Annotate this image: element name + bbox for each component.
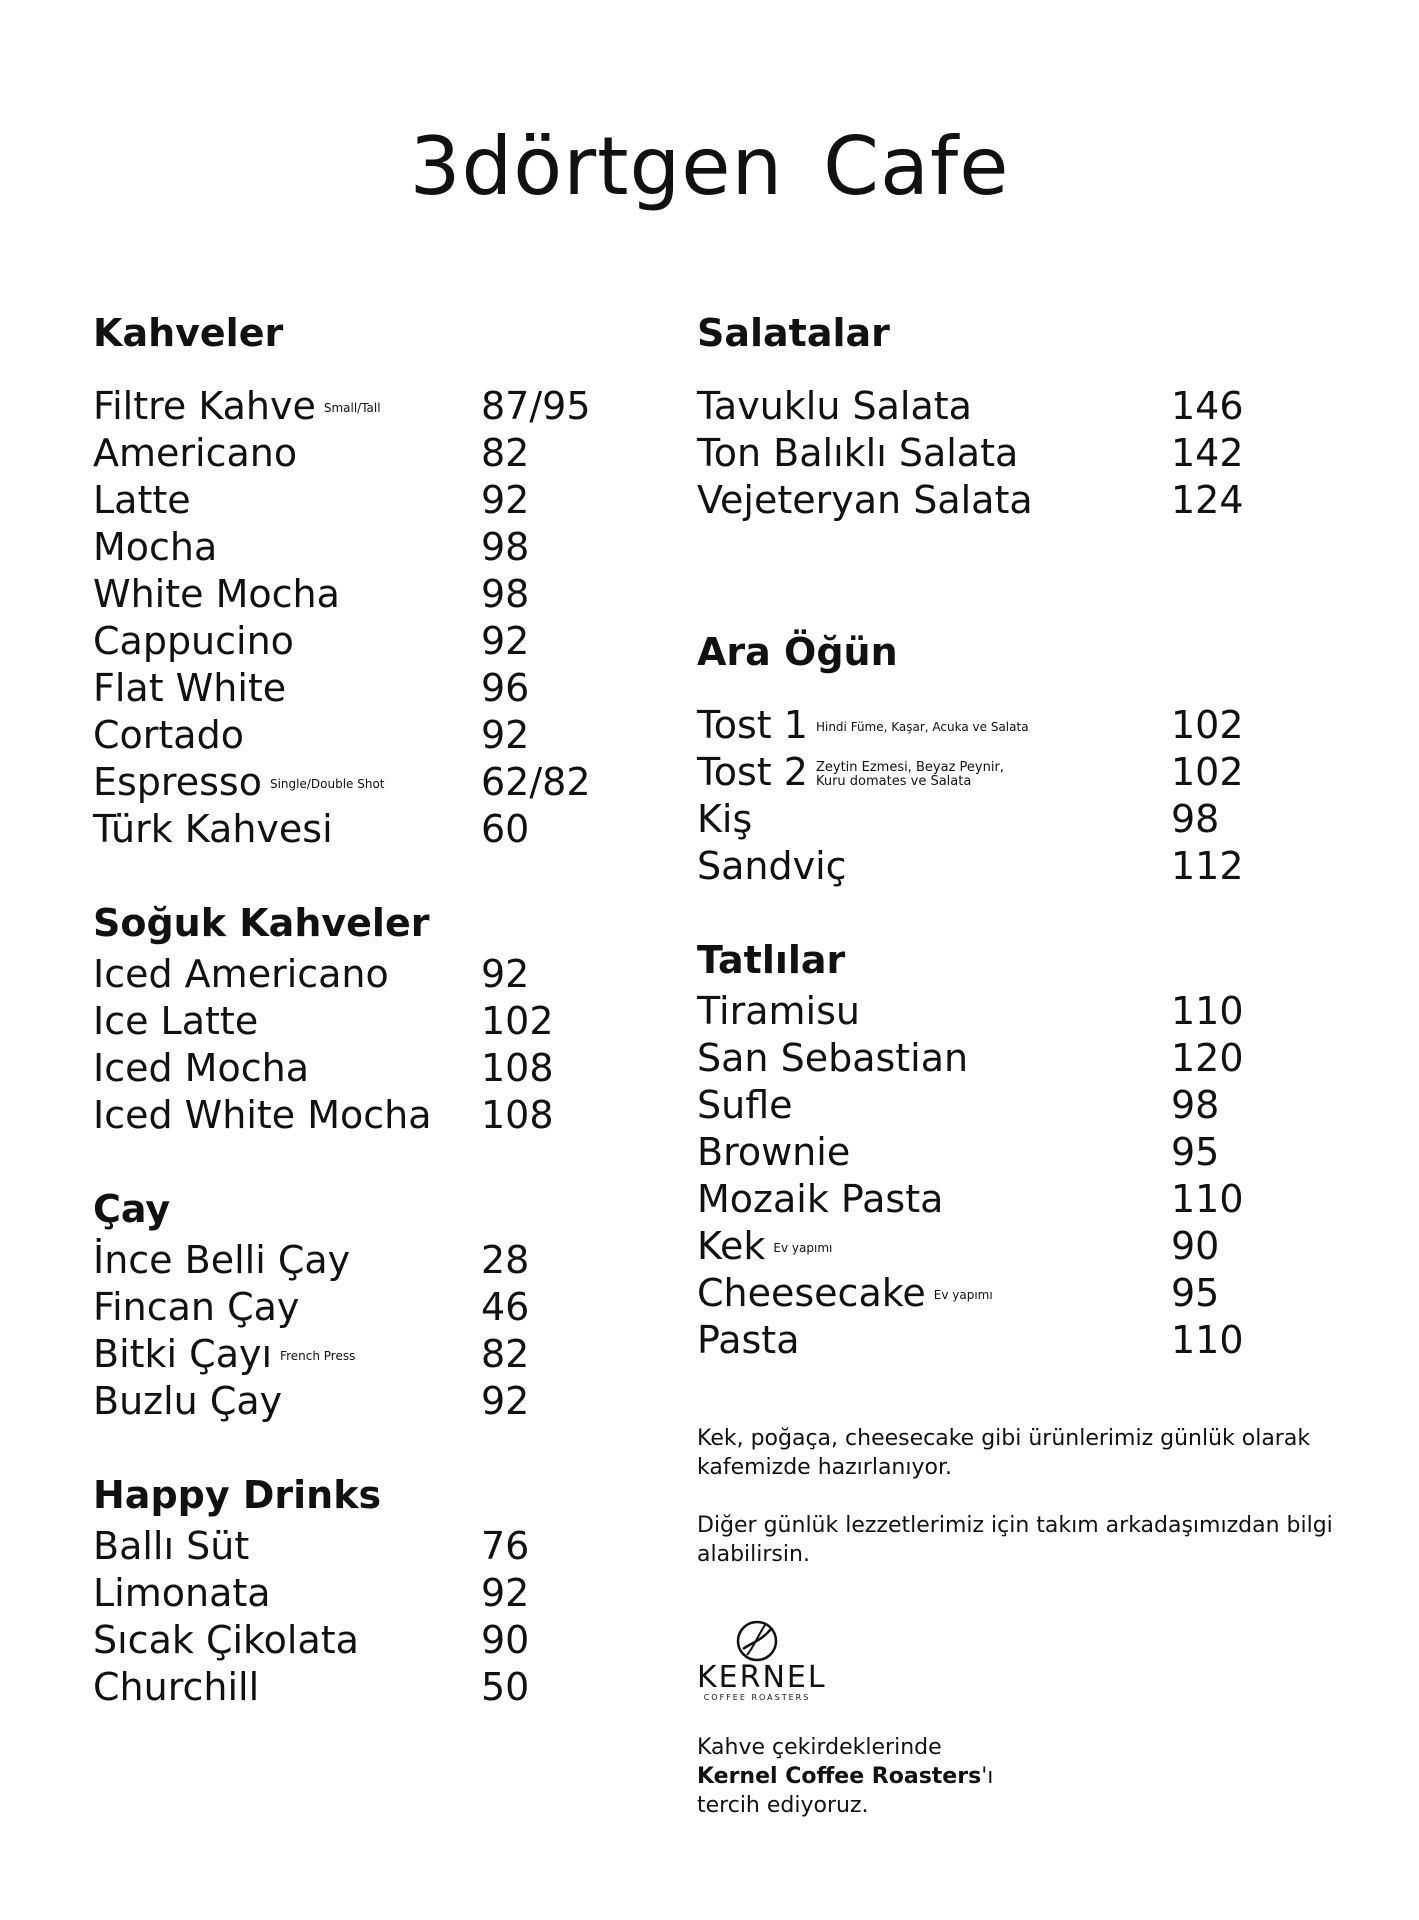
menu-item-name: Sufle (697, 1083, 793, 1127)
menu-item-price: 92 (481, 478, 530, 522)
menu-item-note-line1: Zeytin Ezmesi, Beyaz Peynir, (815, 759, 1004, 775)
menu-item (93, 1664, 653, 1711)
menu-item (93, 1378, 653, 1425)
menu-item-name: İnce Belli Çay (93, 1238, 351, 1282)
menu-item (93, 571, 653, 618)
footer-suffix: 'ı (981, 1764, 994, 1789)
menu-item-name: Cappucino (93, 619, 294, 663)
menu-item-note: Single/Double Shot (269, 777, 385, 791)
section-title-happy-drinks: Happy Drinks (93, 1473, 382, 1517)
menu-list-soguk-kahveler (93, 951, 653, 1139)
section-title-ara-ogun: Ara Öğün (697, 630, 898, 674)
menu-item-price: 92 (481, 713, 530, 757)
menu-item-name: Kiş (697, 797, 753, 841)
menu-item-name: Cortado (93, 713, 244, 757)
menu-item (93, 998, 653, 1045)
menu-item-price: 110 (1171, 989, 1244, 1033)
menu-item-note: Small/Tall (323, 401, 381, 415)
menu-item-price: 120 (1171, 1036, 1244, 1080)
menu-item-note (816, 761, 1004, 789)
menu-item (93, 618, 653, 665)
menu-item (93, 1284, 653, 1331)
info-text-daily: Kek, poğaça, cheesecake gibi ürünlerimiz günlük olarak kafemizde hazırlanıyor. (697, 1426, 1311, 1480)
menu-item (93, 1237, 653, 1284)
menu-item-price: 98 (481, 572, 530, 616)
menu-item (93, 1617, 653, 1664)
menu-list-salatalar (697, 383, 1397, 524)
menu-item-name: Mocha (93, 525, 218, 569)
menu-item-note: Hindi Füme, Kaşar, Acuka ve Salata (815, 720, 1029, 734)
menu-item-name: Fincan Çay (93, 1285, 300, 1329)
menu-item-price: 112 (1171, 844, 1244, 888)
menu-item (697, 1223, 1397, 1270)
menu-item-name: Tavuklu Salata (697, 384, 972, 428)
menu-item-name: Türk Kahvesi (93, 807, 333, 851)
menu-item-name: Americano (93, 431, 298, 475)
menu-item (93, 1092, 653, 1139)
menu-item-price: 90 (481, 1618, 530, 1662)
menu-item-price: 108 (481, 1093, 554, 1137)
menu-item-price: 110 (1171, 1177, 1244, 1221)
info-text-ask-team: Diğer günlük lezzetlerimiz için takım arkadaşımızdan bilgi alabilirsin. (697, 1513, 1333, 1567)
section-title-kahveler: Kahveler (93, 311, 284, 355)
menu-item-name: Limonata (93, 1571, 271, 1615)
menu-item (93, 759, 653, 806)
menu-item-name: Mozaik Pasta (697, 1177, 944, 1221)
menu-item-note: Ev yapımı (933, 1288, 993, 1302)
menu-item-note: French Press (280, 1349, 356, 1363)
menu-item-name: Espresso (93, 760, 262, 804)
right-column (697, 305, 1397, 1820)
menu-item-price: 50 (481, 1665, 530, 1709)
menu-item-name: Filtre Kahve (93, 384, 316, 428)
menu-item (93, 1045, 653, 1092)
menu-item-price: 82 (481, 1332, 530, 1376)
menu-item-name: Pasta (697, 1318, 800, 1362)
section-title-salatalar: Salatalar (697, 311, 890, 355)
menu-item-name: Latte (93, 478, 191, 522)
menu-item-price: 110 (1171, 1318, 1244, 1362)
menu-item (93, 1570, 653, 1617)
footer-line1: Kahve çekirdeklerinde (697, 1735, 942, 1760)
coffee-bean-icon (735, 1619, 779, 1663)
menu-item-name: Vejeteryan Salata (697, 478, 1033, 522)
kernel-logo-name: KERNEL (697, 1660, 827, 1695)
menu-item-note: Ev yapımı (773, 1241, 833, 1255)
menu-item-price: 146 (1171, 384, 1244, 428)
menu-list-tatlilar (697, 988, 1397, 1364)
menu-item-price: 92 (481, 619, 530, 663)
menu-item-name: Buzlu Çay (93, 1379, 283, 1423)
menu-item (93, 1331, 653, 1378)
menu-item (93, 477, 653, 524)
menu-item-name: Sıcak Çikolata (93, 1618, 359, 1662)
menu-item (697, 1082, 1397, 1129)
menu-item-name: Cheesecake (697, 1271, 926, 1315)
menu-item-price: 98 (1171, 797, 1220, 841)
menu-item (697, 843, 1397, 890)
kernel-logo-sub: COFFEE ROASTERS (703, 1693, 811, 1702)
menu-item-price: 28 (481, 1238, 530, 1282)
kernel-logo (697, 1619, 827, 1703)
menu-list-kahveler (93, 383, 653, 853)
menu-item-name: Bitki Çayı (93, 1332, 273, 1376)
menu-item-price: 92 (481, 952, 530, 996)
menu-item (697, 749, 1397, 796)
menu-item (697, 383, 1397, 430)
menu-item (93, 430, 653, 477)
menu-item-price: 62/82 (481, 760, 591, 804)
brand-logo (410, 120, 1010, 213)
menu-item-name: Iced White Mocha (93, 1093, 432, 1137)
menu-item-name: Tiramisu (697, 989, 860, 1033)
menu-item (697, 477, 1397, 524)
menu-item-price: 46 (481, 1285, 530, 1329)
menu-item-name: Sandviç (697, 844, 847, 888)
menu-item (93, 1523, 653, 1570)
menu-item-price: 102 (1171, 750, 1244, 794)
menu-item-price: 102 (1171, 703, 1244, 747)
menu-item-price: 60 (481, 807, 530, 851)
menu-item-name: Churchill (93, 1665, 260, 1709)
menu-item-price: 108 (481, 1046, 554, 1090)
menu-item-price: 76 (481, 1524, 530, 1568)
menu-item-price: 142 (1171, 431, 1244, 475)
menu-item (697, 1129, 1397, 1176)
menu-list-ara-ogun (697, 702, 1397, 890)
menu-item-price: 95 (1171, 1130, 1220, 1174)
footer-brand: Kernel Coffee Roasters (697, 1764, 982, 1789)
menu-item (93, 665, 653, 712)
menu-item-price: 82 (481, 431, 530, 475)
menu-item (697, 988, 1397, 1035)
menu-item-price: 92 (481, 1571, 530, 1615)
menu-item (697, 1035, 1397, 1082)
menu-item-name: Ballı Süt (93, 1524, 250, 1568)
section-title-soguk-kahveler: Soğuk Kahveler (93, 901, 430, 945)
menu-item-name: Brownie (697, 1130, 851, 1174)
section-title-tatlilar: Tatlılar (697, 938, 846, 982)
menu-item (697, 796, 1397, 843)
menu-item-name: Tost 1 (697, 703, 808, 747)
menu-item-price: 87/95 (481, 384, 591, 428)
menu-item-name: Ice Latte (93, 999, 259, 1043)
menu-item-note-line2: Kuru domates ve Salata (815, 773, 972, 789)
menu-item-name: Iced Mocha (93, 1046, 309, 1090)
menu-item (697, 1176, 1397, 1223)
menu-item-price: 102 (481, 999, 554, 1043)
menu-item (93, 806, 653, 853)
menu-item (93, 383, 653, 430)
menu-item (697, 430, 1397, 477)
menu-item-price: 98 (1171, 1083, 1220, 1127)
menu-item-price: 98 (481, 525, 530, 569)
menu-item-name: Tost 2 (697, 750, 808, 794)
section-title-cay: Çay (93, 1187, 171, 1231)
footer-line3: tercih ediyoruz. (697, 1793, 869, 1818)
menu-item-name: San Sebastian (697, 1036, 969, 1080)
menu-item-name: White Mocha (93, 572, 340, 616)
menu-item-price: 95 (1171, 1271, 1220, 1315)
menu-item (697, 1270, 1397, 1317)
menu-item-name: Flat White (93, 666, 287, 710)
menu-item-name: Iced Americano (93, 952, 389, 996)
menu-item-name: Ton Balıklı Salata (697, 431, 1019, 475)
menu-item-price: 124 (1171, 478, 1244, 522)
menu-item (93, 712, 653, 759)
brand-suffix: Cafe (823, 120, 1010, 213)
menu-item (93, 524, 653, 571)
menu-item-name: Kek (697, 1224, 766, 1268)
menu-item (697, 702, 1397, 749)
brand-name: dörtgen (461, 120, 784, 213)
menu-list-cay (93, 1237, 653, 1425)
menu-list-happy-drinks (93, 1523, 653, 1711)
menu-item (697, 1317, 1397, 1364)
menu-item-price: 90 (1171, 1224, 1220, 1268)
footer-text (697, 1733, 1397, 1820)
brand-number: 3 (409, 120, 462, 213)
left-column (93, 305, 653, 1711)
menu-item-price: 96 (481, 666, 530, 710)
menu-item-price: 92 (481, 1379, 530, 1423)
menu-item (93, 951, 653, 998)
header (0, 120, 1419, 213)
